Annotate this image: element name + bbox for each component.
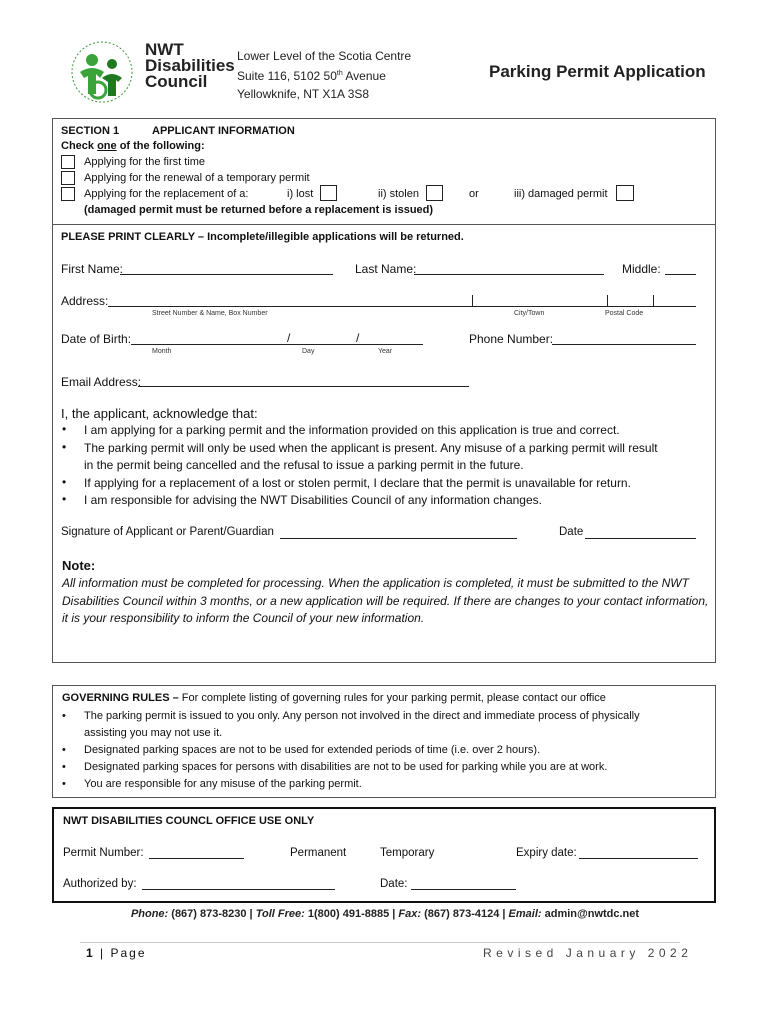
replacement-checkbox[interactable] bbox=[61, 187, 75, 201]
dob-slash: / bbox=[287, 331, 291, 345]
address-divider bbox=[472, 295, 473, 307]
rules-item-cont: assisting you may not use it. bbox=[84, 727, 223, 739]
stolen-label: ii) stolen bbox=[378, 188, 419, 200]
revised-date: Revised January 2022 bbox=[483, 946, 693, 960]
acknowledge-item: If applying for a replacement of a lost or stolen permit, I declare that the permit is unavailable for return. bbox=[84, 476, 631, 490]
permanent-label: Permanent bbox=[290, 847, 347, 859]
lost-checkbox[interactable] bbox=[320, 185, 337, 201]
acknowledge-intro: I, the applicant, acknowledge that: bbox=[61, 406, 258, 421]
signature-field[interactable] bbox=[280, 538, 517, 539]
middle-name-label: Middle: bbox=[622, 262, 661, 276]
office-date-field[interactable] bbox=[411, 889, 516, 890]
office-address: Lower Level of the Scotia Centre Suite 116, 5102 50th Avenue Yellowknife, NT X1A 3S8 bbox=[237, 49, 412, 101]
rules-item: • The parking permit is issued to you only. Any person not involved in the direct and immediate process of physically bbox=[62, 710, 640, 722]
rules-intro: GOVERNING RULES – For complete listing of governing rules for your parking permit, please contact our office bbox=[62, 692, 606, 704]
phone-field[interactable] bbox=[552, 344, 696, 345]
note-heading: Note: bbox=[62, 558, 96, 573]
date-label: Date bbox=[559, 526, 584, 538]
expiry-field[interactable] bbox=[579, 858, 698, 859]
or-label: or bbox=[469, 188, 479, 200]
city-hint: City/Town bbox=[514, 310, 545, 317]
first-time-label: Applying for the first time bbox=[84, 156, 206, 168]
year-hint: Year bbox=[378, 348, 393, 355]
last-name-label: Last Name: bbox=[355, 262, 417, 276]
middle-name-field[interactable] bbox=[665, 274, 696, 275]
address-label: Address: bbox=[61, 294, 109, 308]
rules-list bbox=[62, 708, 640, 793]
dob-label: Date of Birth: bbox=[61, 332, 132, 346]
contact-line: Phone: (867) 873-8230 | Toll Free: 1(800) 491-8885 | Fax: (867) 873-4124 | Email: admin@nwtdc.net bbox=[130, 908, 640, 920]
bullet: • bbox=[62, 492, 67, 506]
print-notice: PLEASE PRINT CLEARLY – Incomplete/illegible applications will be returned. bbox=[61, 231, 464, 243]
authorized-label: Authorized by: bbox=[63, 878, 137, 890]
date-field[interactable] bbox=[585, 538, 696, 539]
damaged-checkbox[interactable] bbox=[616, 185, 634, 201]
address-divider bbox=[607, 295, 608, 307]
note-text: All information must be completed for processing. When the application is completed, it must be submitted to the NWT Disabilities Council within 3 months, or a new application will be required. If there are changes to your contact information, it is your responsibility to inform the Council of your new information. bbox=[62, 576, 709, 625]
acknowledge-item: I am responsible for advising the NWT Disabilities Council of any information changes. bbox=[84, 493, 542, 507]
dob-slash: / bbox=[356, 331, 360, 345]
expiry-label: Expiry date: bbox=[516, 847, 577, 859]
bullet: • bbox=[62, 475, 67, 489]
council-logo bbox=[70, 38, 148, 106]
rules-item: • You are responsible for any misuse of the parking permit. bbox=[62, 778, 362, 790]
street-hint: Street Number & Name, Box Number bbox=[152, 310, 268, 317]
authorized-field[interactable] bbox=[142, 889, 335, 890]
bullet: • bbox=[62, 440, 67, 454]
acknowledge-item-cont: in the permit being cancelled and the refusal to issue a parking permit in the future. bbox=[84, 458, 524, 472]
damaged-label: iii) damaged permit bbox=[514, 188, 608, 200]
org-name: NWT Disabilities Council bbox=[145, 40, 235, 91]
section-subheading: APPLICANT INFORMATION bbox=[152, 125, 295, 137]
day-hint: Day bbox=[302, 348, 315, 355]
renewal-label: Applying for the renewal of a temporary permit bbox=[84, 172, 310, 184]
first-name-label: First Name: bbox=[61, 262, 124, 276]
phone-label: Phone Number: bbox=[469, 332, 554, 346]
dob-field[interactable] bbox=[131, 344, 423, 345]
email-field[interactable] bbox=[138, 386, 469, 387]
rules-item: • Designated parking spaces for persons with disabilities are not to be used for parking while you are at work. bbox=[62, 761, 608, 773]
first-name-field[interactable] bbox=[120, 274, 333, 275]
acknowledge-item: The parking permit will only be used when the applicant is present. Any misuse of a parking permit will result bbox=[84, 441, 658, 455]
damaged-note: (damaged permit must be returned before a replacement is issued) bbox=[84, 204, 434, 216]
temporary-label: Temporary bbox=[380, 847, 435, 859]
acknowledge-item: I am applying for a parking permit and the information provided on this application is true and correct. bbox=[84, 423, 620, 437]
office-date-label: Date: bbox=[380, 878, 408, 890]
document-title: Parking Permit Application bbox=[489, 62, 706, 81]
permit-number-label: Permit Number: bbox=[63, 847, 144, 859]
renewal-checkbox[interactable] bbox=[61, 171, 75, 185]
section-heading: SECTION 1 bbox=[61, 125, 120, 137]
email-label: Email Address: bbox=[61, 375, 142, 389]
page-number: 1 | Page bbox=[86, 946, 147, 960]
month-hint: Month bbox=[152, 348, 172, 355]
check-instruction: Check one of the following: bbox=[61, 140, 205, 152]
signature-label: Signature of Applicant or Parent/Guardian bbox=[61, 526, 274, 538]
section-divider bbox=[52, 224, 716, 225]
lost-label: i) lost bbox=[287, 188, 314, 200]
stolen-checkbox[interactable] bbox=[426, 185, 443, 201]
address-divider bbox=[653, 295, 654, 307]
last-name-field[interactable] bbox=[414, 274, 604, 275]
footer-rule bbox=[80, 942, 680, 943]
office-heading: NWT DISABILITIES COUNCL OFFICE USE ONLY bbox=[63, 815, 315, 827]
postal-hint: Postal Code bbox=[605, 310, 644, 317]
permit-number-field[interactable] bbox=[149, 858, 244, 859]
first-time-checkbox[interactable] bbox=[61, 155, 75, 169]
replacement-label: Applying for the replacement of a: bbox=[84, 188, 249, 200]
bullet: • bbox=[62, 422, 67, 436]
rules-item: • Designated parking spaces are not to be used for extended periods of time (i.e. over 2 hours). bbox=[62, 744, 541, 756]
